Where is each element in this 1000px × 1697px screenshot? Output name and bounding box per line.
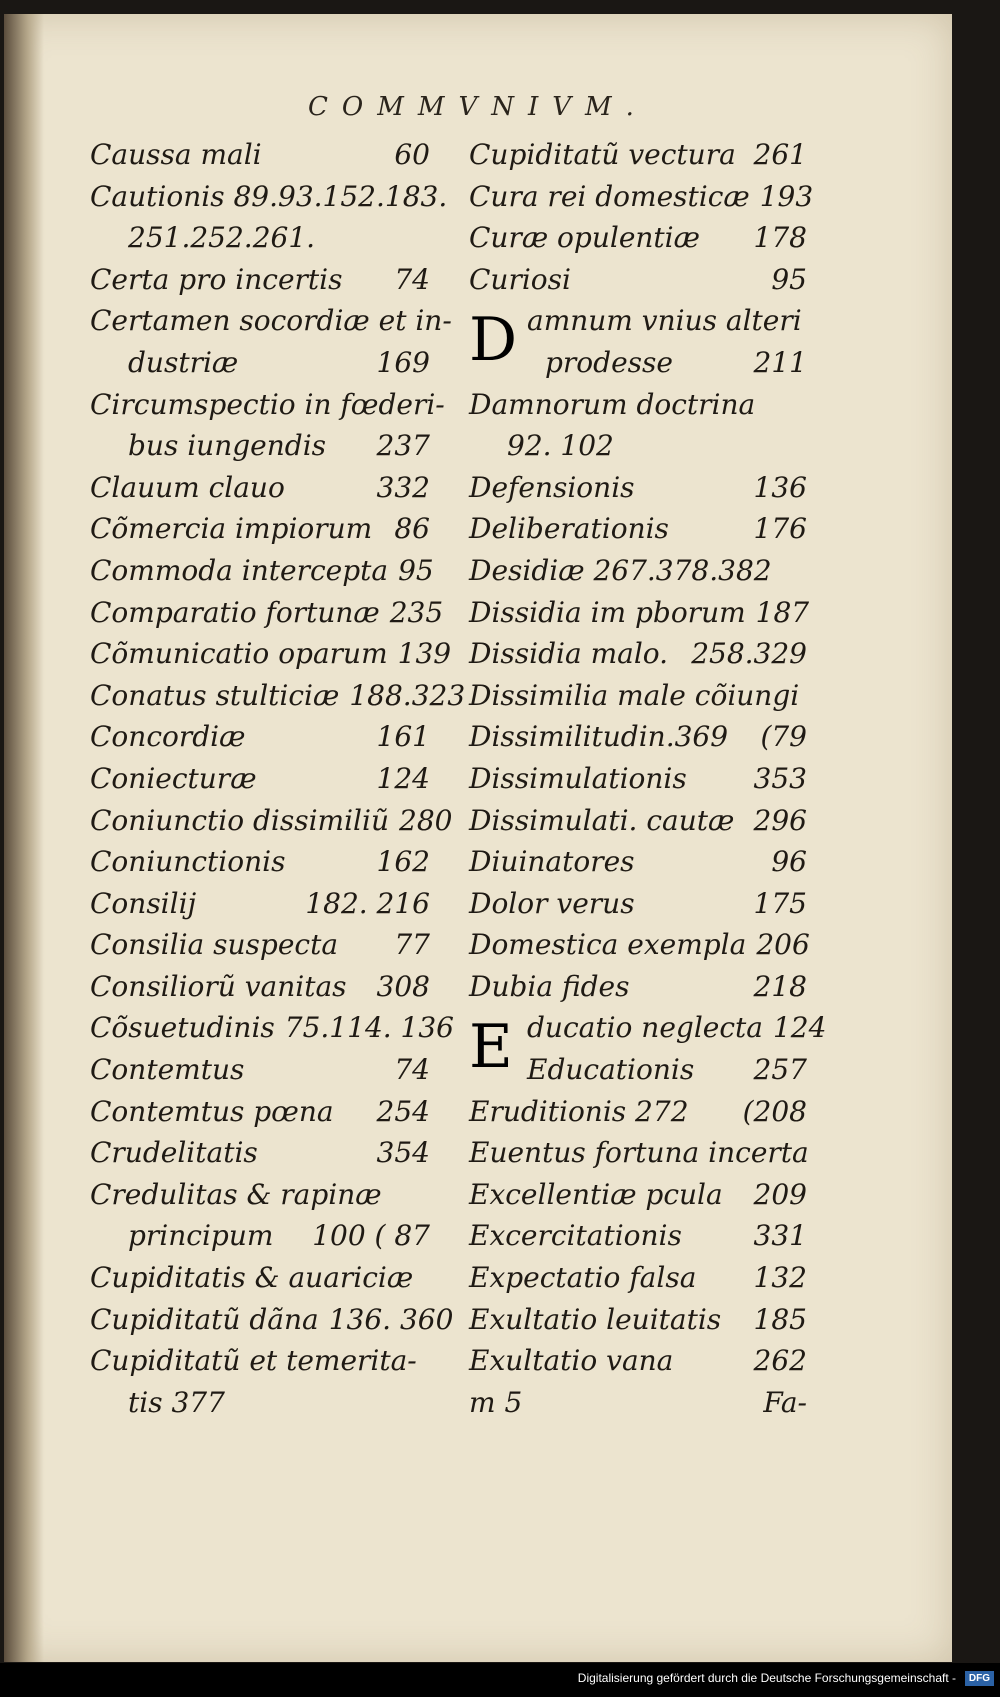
index-entry [90,758,430,800]
entry-term: Concordiæ [90,720,246,754]
entry-term: Circumspectio in fœderi- [90,387,445,421]
entry-term: Certa pro incertis [90,262,343,296]
entry-term: m 5 [469,1385,523,1419]
entry-term: 92. 102 [507,429,614,463]
entry-term: Cupiditatũ dãna [90,1302,319,1336]
index-entry [90,1174,430,1216]
entry-term: Certamen socordiæ et in- [90,304,452,338]
entry-term: Deliberationis [469,512,669,546]
index-entry [90,1215,430,1257]
index-entry [469,1132,807,1174]
index-column-left [90,134,466,1423]
drop-cap-letter: D [469,305,518,376]
entry-term: Dissidia im pborum [469,595,746,629]
index-entry [469,1340,807,1382]
digitization-footer [0,1663,1000,1697]
index-entry [90,176,448,218]
entry-pages: 161 [376,720,430,754]
entry-term: Consilij [90,886,197,920]
entry-pages: 235 [389,595,444,629]
index-entry [90,467,430,509]
entry-term: Commoda intercepta [90,553,389,587]
index-entry [90,1299,454,1341]
entry-term: Coniunctionis [90,845,286,879]
entry-pages: 353 [753,761,807,795]
entry-term: Damnorum doctrina [469,387,756,421]
index-entry [90,342,430,384]
entry-term: Contemtus pœna [90,1094,334,1128]
index-entry [469,300,807,342]
entry-pages: 308 [376,969,430,1003]
page-gutter [4,14,44,1662]
entry-term: Dissidia malo. [469,637,669,671]
entry-term: Expectatio falsa [469,1261,697,1295]
index-entry [469,966,807,1008]
index-entry [90,592,444,634]
index-entry [90,1257,430,1299]
entry-pages: (79 [760,720,807,754]
entry-term: Contemtus [90,1053,245,1087]
entry-term: principum [128,1219,274,1253]
index-entry [469,508,807,550]
entry-pages: 237 [376,429,430,463]
index-entry [469,675,807,717]
index-entry [469,425,807,467]
drop-cap-entry-e [469,1007,827,1090]
entry-term: Cautionis 89.93.152.183. [90,179,448,213]
index-entry [469,550,807,592]
index-entry [90,1340,430,1382]
index-entry [469,1257,807,1299]
index-entry [469,633,807,675]
index-entry [90,800,453,842]
index-entry [90,841,430,883]
entry-pages: 124 [376,761,430,795]
funding-credit: Digitalisierung gefördert durch die Deutsche Forschungsgemeinschaft - [577,1671,956,1685]
entry-term: Euentus fortuna incerta [469,1136,809,1170]
index-entry [469,342,807,384]
index-entry [469,1215,807,1257]
index-entry [90,1382,430,1424]
entry-term: Credulitas & rapinæ [90,1177,382,1211]
entry-term: Caussa mali [90,138,262,171]
entry-term: Dissimilitudin.369 [469,720,729,754]
index-entry [469,883,807,925]
drop-cap-entry-d [469,300,807,383]
index-entry [90,1007,454,1049]
entry-term: Eruditionis 272 [469,1094,689,1128]
index-entry [90,883,430,925]
entry-term: Cupiditatũ vectura [469,138,736,171]
entry-pages: 185 [753,1302,807,1336]
index-entry [90,1132,430,1174]
entry-pages: 206 [756,928,810,962]
entry-pages: 218 [753,969,807,1003]
entry-term: Educationis [527,1053,695,1087]
dfg-logo: DFG [965,1671,994,1686]
entry-term: Dissimilia male cõiungi [469,678,800,712]
index-entry [469,1049,807,1091]
index-entry [90,550,434,592]
entry-pages: 74 [394,262,430,296]
index-entry [469,467,807,509]
index-entry [469,758,807,800]
entry-term: Conatus stulticiæ [90,678,340,712]
entry-term: Exultatio vana [469,1344,674,1378]
entry-pages: 261 [753,138,807,171]
running-header: COMMVNIVM. [308,92,648,122]
entry-pages: 176 [753,512,807,546]
entry-term: Cura rei domesticæ [469,179,750,213]
index-entry [469,176,814,218]
entry-pages: 95 [771,262,807,296]
index-entry [469,1382,807,1424]
entry-pages: 296 [753,803,807,837]
entry-term: Consiliorũ vanitas [90,969,347,1003]
entry-term: Diuinatores [469,845,635,879]
entry-term: Coniunctio dissimiliũ [90,803,390,837]
entry-term: Cupiditatis & auariciæ [90,1261,414,1295]
index-entry [469,592,810,634]
index-entry [90,1049,430,1091]
index-entry [469,1174,807,1216]
entry-term: Defensionis [469,470,635,504]
entry-term: Curiosi [469,262,571,296]
entry-pages: (208 [742,1094,807,1128]
index-entry [90,300,452,342]
entry-pages: 262 [753,1344,807,1378]
index-entry [90,425,430,467]
index-entry [90,259,430,301]
entry-pages: Fa- [763,1385,807,1419]
entry-pages: 86 [394,512,430,546]
entry-pages: 96 [771,845,807,879]
index-entry [469,1299,807,1341]
entry-pages: 178 [753,221,807,255]
entry-term: Clauum clauo [90,470,285,504]
entry-pages: 331 [753,1219,807,1253]
entry-pages: 136. 360 [328,1302,454,1336]
entry-pages: 175 [753,886,807,920]
entry-term: Crudelitatis [90,1136,258,1170]
index-entry [90,633,452,675]
entry-pages: 193 [759,179,814,213]
entry-term: Cõsuetudinis [90,1011,275,1045]
entry-term: Exultatio leuitatis [469,1302,722,1336]
entry-term: dustriæ [128,345,239,379]
entry-term: Dolor verus [469,886,635,920]
index-entry [469,800,807,842]
entry-pages: 188.323 [349,678,466,712]
entry-term: tis 377 [128,1385,225,1419]
index-entry [90,134,430,176]
entry-pages: 258.329 [691,637,807,671]
entry-pages: 60 [394,138,430,171]
index-entry [90,217,430,259]
entry-term: Cõmercia impiorum [90,512,373,546]
entry-pages: 136 [753,470,807,504]
entry-term: Consilia suspecta [90,928,339,962]
entry-term: Desidiæ 267.378.382 [469,553,772,587]
entry-term: Curæ opulentiæ [469,221,700,255]
drop-cap-letter: E [469,1012,513,1083]
index-entry [90,716,430,758]
index-entry [469,384,807,426]
entry-pages: 74 [394,1053,430,1087]
entry-pages: 257 [753,1053,807,1087]
entry-pages: 209 [753,1177,807,1211]
entry-pages: 280 [399,803,453,837]
entry-term: prodesse [545,345,673,379]
index-entry [90,924,430,966]
index-entry [469,134,807,176]
entry-term: Excellentiæ pcula [469,1177,723,1211]
entry-pages: 77 [394,928,430,962]
entry-term: Dissimulationis [469,761,687,795]
entry-term: Cupiditatũ et temerita- [90,1344,417,1378]
index-entry [469,259,807,301]
entry-term: Comparatio fortunæ [90,595,380,629]
index-entry [469,1091,807,1133]
index-entry [469,924,810,966]
index-entry [469,716,807,758]
index-entry [90,1091,430,1133]
index-entry [90,675,466,717]
index-entry [90,508,430,550]
entry-pages: 139 [397,637,452,671]
entry-term: Cõmunicatio oparum [90,637,388,671]
entry-term: Coniecturæ [90,761,257,795]
entry-term: Domestica exempla [469,928,747,962]
entry-term: amnum vnius alteri [527,304,802,338]
index-entry [469,841,807,883]
entry-pages: 211 [753,345,807,379]
index-entry [90,384,445,426]
entry-pages: 75.114. 136 [284,1011,454,1045]
entry-term: 251.252.261. [128,221,316,255]
entry-pages: 124 [772,1011,827,1045]
entry-pages: 187 [755,595,810,629]
entry-pages: 332 [376,470,430,504]
entry-term: Dubia fides [469,969,630,1003]
index-entry [90,966,430,1008]
entry-pages: 95 [398,553,434,587]
index-entry [469,217,807,259]
entry-pages: 254 [376,1094,430,1128]
entry-pages: 100 ( 87 [312,1219,430,1253]
entry-pages: 162 [376,845,430,879]
entry-term: ducatio neglecta [527,1011,763,1045]
index-entry [469,1007,827,1049]
entry-pages: 169 [376,345,430,379]
entry-term: bus iungendis [128,429,327,463]
index-column-right [469,134,827,1423]
entry-pages: 354 [376,1136,430,1170]
entry-term: Excercitationis [469,1219,682,1253]
entry-pages: 132 [753,1261,807,1295]
entry-pages: 182. 216 [305,886,430,920]
entry-term: Dissimulati. cautæ [469,803,735,837]
book-page [4,14,952,1662]
